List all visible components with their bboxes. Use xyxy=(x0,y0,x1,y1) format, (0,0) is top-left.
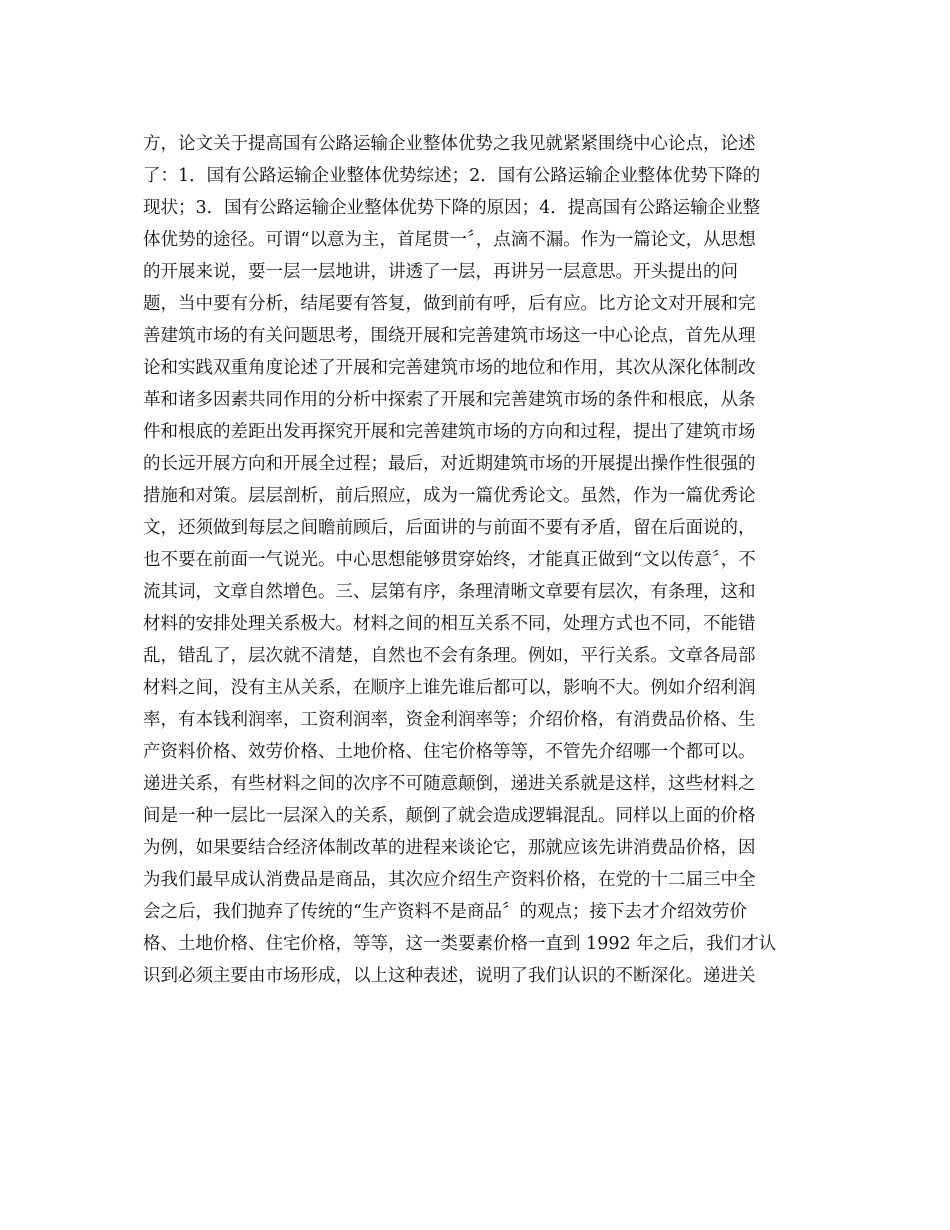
text-line: 体优势的途径。可谓“以意为主，首尾贯一〞，点滴不漏。作为一篇论文，从思想 xyxy=(143,230,756,250)
text-line: 革和诸多因素共同作用的分析中探索了开展和完善建筑市场的条件和根底，从条 xyxy=(143,390,756,410)
text-line: 乱，错乱了，层次就不清楚，自然也不会有条理。例如，平行关系。文章各局部 xyxy=(143,646,756,666)
text-line: 间是一种一层比一层深入的关系，颠倒了就会造成逻辑混乱。同样以上面的价格 xyxy=(143,806,756,826)
text-line: 现状；3．国有公路运输企业整体优势下降的原因；4．提高国有公路运输企业整 xyxy=(143,198,761,218)
text-line: 的开展来说，要一层一层地讲，讲透了一层，再讲另一层意思。开头提出的问 xyxy=(143,262,738,282)
text-line: 文，还须做到每层之间瞻前顾后，后面讲的与前面不要有矛盾，留在后面说的， xyxy=(143,518,756,538)
text-line: 也不要在前面一气说光。中心思想能够贯穿始终，才能真正做到“文以传意〞，不 xyxy=(143,550,756,570)
text-line: 为我们最早成认消费品是商品，其次应介绍生产资料价格，在党的十二届三中全 xyxy=(143,870,756,890)
text-line: 流其词，文章自然增色。三、层第有序，条理清晰文章要有层次，有条理，这和 xyxy=(143,582,756,602)
text-line: 论和实践双重角度论述了开展和完善建筑市场的地位和作用，其次从深化体制改 xyxy=(143,358,756,378)
text-line: 为例，如果要结合经济体制改革的进程来谈论它，那就应该先讲消费品价格，因 xyxy=(143,838,756,858)
text-line: 题，当中要有分析，结尾要有答复，做到前有呼，后有应。比方论文对开展和完 xyxy=(143,294,756,314)
text-line: 识到必须主要由市场形成，以上这种表述，说明了我们认识的不断深化。递进关 xyxy=(143,966,756,986)
text-line: 会之后，我们抛弃了传统的“生产资料不是商品〞的观点；接下去才介绍效劳价 xyxy=(143,902,747,922)
text-line: 递进关系，有些材料之间的次序不可随意颠倒，递进关系就是这样，这些材料之 xyxy=(143,774,756,794)
text-line: 产资料价格、效劳价格、土地价格、住宅价格等等，不管先介绍哪一个都可以。 xyxy=(143,742,756,762)
text-line: 措施和对策。层层剖析，前后照应，成为一篇优秀论文。虽然，作为一篇优秀论 xyxy=(143,486,756,506)
text-line: 了：1．国有公路运输企业整体优势综述；2．国有公路运输企业整体优势下降的 xyxy=(143,166,761,186)
text-line: 方，论文关于提高国有公路运输企业整体优势之我见就紧紧围绕中心论点，论述 xyxy=(143,134,756,154)
text-line: 格、土地价格、住宅价格，等等，这一类要素价格一直到 1992 年之后，我们才认 xyxy=(143,934,777,954)
body-text xyxy=(143,128,803,992)
text-line: 的长远开展方向和开展全过程；最后，对近期建筑市场的开展提出操作性很强的 xyxy=(143,454,756,474)
text-line: 材料的安排处理关系极大。材料之间的相互关系不同，处理方式也不同，不能错 xyxy=(143,614,756,634)
text-line: 件和根底的差距出发再探究开展和完善建筑市场的方向和过程，提出了建筑市场 xyxy=(143,422,756,442)
text-line: 率，有本钱利润率，工资利润率，资金利润率等；介绍价格，有消费品价格、生 xyxy=(143,710,756,730)
text-line: 善建筑市场的有关问题思考，围绕开展和完善建筑市场这一中心论点，首先从理 xyxy=(143,326,756,346)
text-line: 材料之间，没有主从关系，在顺序上谁先谁后都可以，影响不大。例如介绍利润 xyxy=(143,678,756,698)
